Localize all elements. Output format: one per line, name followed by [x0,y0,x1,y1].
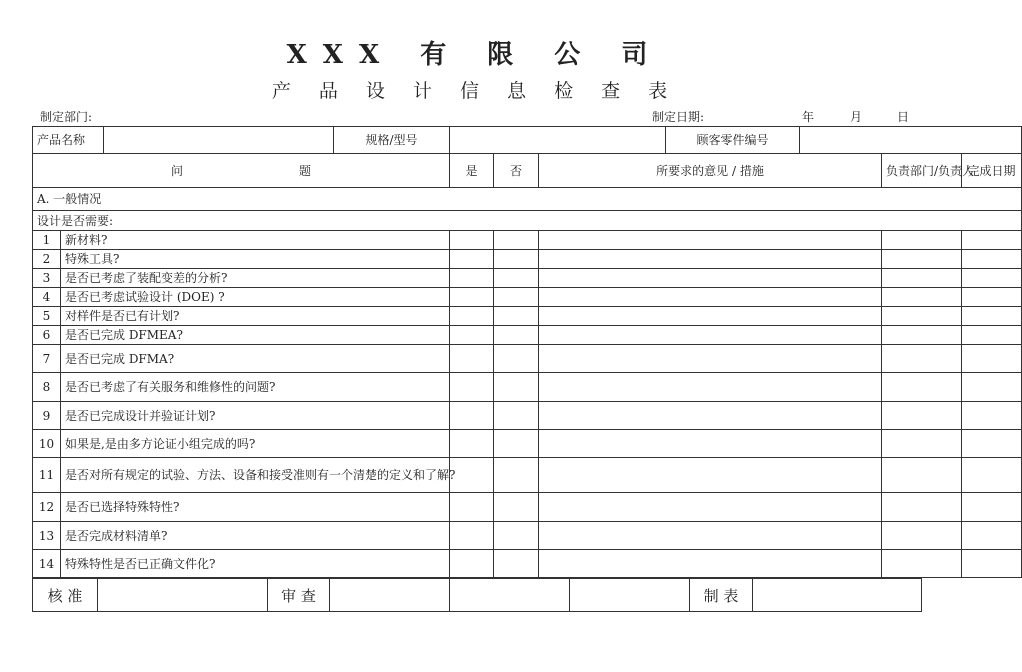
prepare-field[interactable] [753,579,922,612]
question-header-right: 题 [298,163,311,178]
no-cell[interactable] [494,269,539,288]
question-text: 是否已完成 DFMEA? [61,326,450,345]
day-label: 日 [897,110,910,124]
question-text: 如果是,是由多方论证小组完成的吗? [61,430,450,458]
question-row [33,522,1022,550]
due-date-cell[interactable] [962,522,1022,550]
question-text: 是否完成材料清单? [61,522,450,550]
owner-cell[interactable] [882,250,962,269]
year-label: 年 [802,110,815,124]
question-number: 4 [33,288,61,307]
question-number: 14 [33,550,61,578]
yes-cell[interactable] [450,250,494,269]
question-text: 是否已完成设计并验证计划? [61,402,450,430]
no-cell[interactable] [494,458,539,493]
question-number: 5 [33,307,61,326]
opinion-cell[interactable] [539,373,882,402]
question-number: 13 [33,522,61,550]
dept-label: 制定部门: [40,110,93,124]
section-subtitle: 设计是否需要: [33,211,1022,231]
yes-cell[interactable] [450,345,494,373]
no-cell[interactable] [494,250,539,269]
no-cell[interactable] [494,231,539,250]
no-cell[interactable] [494,402,539,430]
question-text: 是否已完成 DFMA? [61,345,450,373]
section-row [33,188,1022,211]
product-name-field[interactable] [104,127,334,154]
opinion-cell[interactable] [539,345,882,373]
owner-cell[interactable] [882,522,962,550]
due-date-cell[interactable] [962,493,1022,522]
question-text: 特殊工具? [61,250,450,269]
question-number: 9 [33,402,61,430]
company-title: XXX 有 限 公 司 [286,40,664,70]
part-no-field[interactable] [800,127,1022,154]
question-row [33,250,1022,269]
opinion-cell[interactable] [539,326,882,345]
opinion-cell[interactable] [539,493,882,522]
due-date-cell[interactable] [962,402,1022,430]
due-date-cell[interactable] [962,550,1022,578]
form-title: 产 品 设 计 信 息 检 查 表 [271,80,679,102]
owner-cell[interactable] [882,402,962,430]
opinion-cell[interactable] [539,458,882,493]
question-number: 2 [33,250,61,269]
due-date-header: 完成日期 [962,154,1022,188]
question-text: 对样件是否已有计划? [61,307,450,326]
question-text: 是否已考虑试验设计 (DOE) ? [61,288,450,307]
date-label: 制定日期: [652,110,705,124]
owner-cell[interactable] [882,430,962,458]
question-row [33,402,1022,430]
no-cell[interactable] [494,522,539,550]
owner-cell[interactable] [882,231,962,250]
opinion-cell[interactable] [539,288,882,307]
question-text: 是否已考虑了有关服务和维修性的问题? [61,373,450,402]
question-text: 是否对所有规定的试验、方法、设备和接受准则有一个清楚的定义和了解? [61,458,450,493]
no-cell[interactable] [494,326,539,345]
blank-field[interactable] [570,579,690,612]
question-text: 新材料? [61,231,450,250]
due-date-cell[interactable] [962,250,1022,269]
yes-cell[interactable] [450,430,494,458]
due-date-cell[interactable] [962,231,1022,250]
question-rows [33,231,1022,578]
yes-cell[interactable] [450,458,494,493]
due-date-cell[interactable] [962,269,1022,288]
yes-cell[interactable] [450,493,494,522]
product-info-row [33,127,1022,154]
owner-header: 负责部门/负责人 [882,154,962,188]
yes-cell[interactable] [450,550,494,578]
yes-cell[interactable] [450,231,494,250]
due-date-cell[interactable] [962,458,1022,493]
no-cell[interactable] [494,430,539,458]
question-row [33,345,1022,373]
question-number: 7 [33,345,61,373]
owner-cell[interactable] [882,307,962,326]
review-label: 审 查 [268,579,330,612]
yes-header: 是 [450,154,494,188]
section-title: A. 一般情况 [33,188,1022,211]
opinion-cell[interactable] [539,307,882,326]
question-row [33,430,1022,458]
question-number: 10 [33,430,61,458]
yes-cell[interactable] [450,326,494,345]
question-text: 是否已选择特殊特性? [61,493,450,522]
owner-cell[interactable] [882,493,962,522]
opinion-cell[interactable] [539,250,882,269]
review-field[interactable] [330,579,450,612]
opinion-cell[interactable] [539,402,882,430]
question-row [33,307,1022,326]
owner-cell[interactable] [882,458,962,493]
question-number: 12 [33,493,61,522]
question-row [33,550,1022,578]
owner-cell[interactable] [882,269,962,288]
checklist-table [32,126,1022,578]
yes-cell[interactable] [450,269,494,288]
product-name-label: 产品名称 [33,127,104,154]
question-row [33,326,1022,345]
yes-cell[interactable] [450,373,494,402]
no-cell[interactable] [494,550,539,578]
owner-cell[interactable] [882,288,962,307]
due-date-cell[interactable] [962,430,1022,458]
column-header-row [33,154,1022,188]
question-number: 1 [33,231,61,250]
question-number: 8 [33,373,61,402]
question-row [33,493,1022,522]
yes-cell[interactable] [450,307,494,326]
due-date-cell[interactable] [962,345,1022,373]
question-row [33,231,1022,250]
question-row [33,373,1022,402]
question-row [33,288,1022,307]
due-date-cell[interactable] [962,288,1022,307]
due-date-cell[interactable] [962,373,1022,402]
question-number: 3 [33,269,61,288]
question-text: 是否已考虑了装配变差的分析? [61,269,450,288]
blank-field[interactable] [450,579,570,612]
yes-cell[interactable] [450,402,494,430]
question-number: 6 [33,326,61,345]
signoff-table [32,578,922,612]
opinion-cell[interactable] [539,231,882,250]
opinion-header: 所要求的意见 / 措施 [539,154,882,188]
question-row [33,269,1022,288]
opinion-cell[interactable] [539,430,882,458]
prepare-label: 制 表 [690,579,753,612]
no-cell[interactable] [494,493,539,522]
part-no-label: 顾客零件编号 [666,127,800,154]
opinion-cell[interactable] [539,269,882,288]
due-date-cell[interactable] [962,307,1022,326]
no-cell[interactable] [494,373,539,402]
question-row [33,458,1022,493]
spec-field[interactable] [450,127,666,154]
approve-label: 核 准 [33,579,98,612]
no-header: 否 [494,154,539,188]
opinion-cell[interactable] [539,550,882,578]
yes-cell[interactable] [450,522,494,550]
spec-label: 规格/型号 [334,127,450,154]
no-cell[interactable] [494,288,539,307]
question-number: 11 [33,458,61,493]
opinion-cell[interactable] [539,522,882,550]
owner-cell[interactable] [882,345,962,373]
no-cell[interactable] [494,345,539,373]
section-subtitle-row [33,211,1022,231]
question-header [33,154,450,188]
question-text: 特殊特性是否已正确文件化? [61,550,450,578]
owner-cell[interactable] [882,550,962,578]
signoff-row [33,579,922,612]
yes-cell[interactable] [450,288,494,307]
no-cell[interactable] [494,307,539,326]
approve-field[interactable] [98,579,268,612]
owner-cell[interactable] [882,326,962,345]
owner-cell[interactable] [882,373,962,402]
question-header-left: 问 [170,163,183,178]
month-label: 月 [850,110,863,124]
due-date-cell[interactable] [962,326,1022,345]
